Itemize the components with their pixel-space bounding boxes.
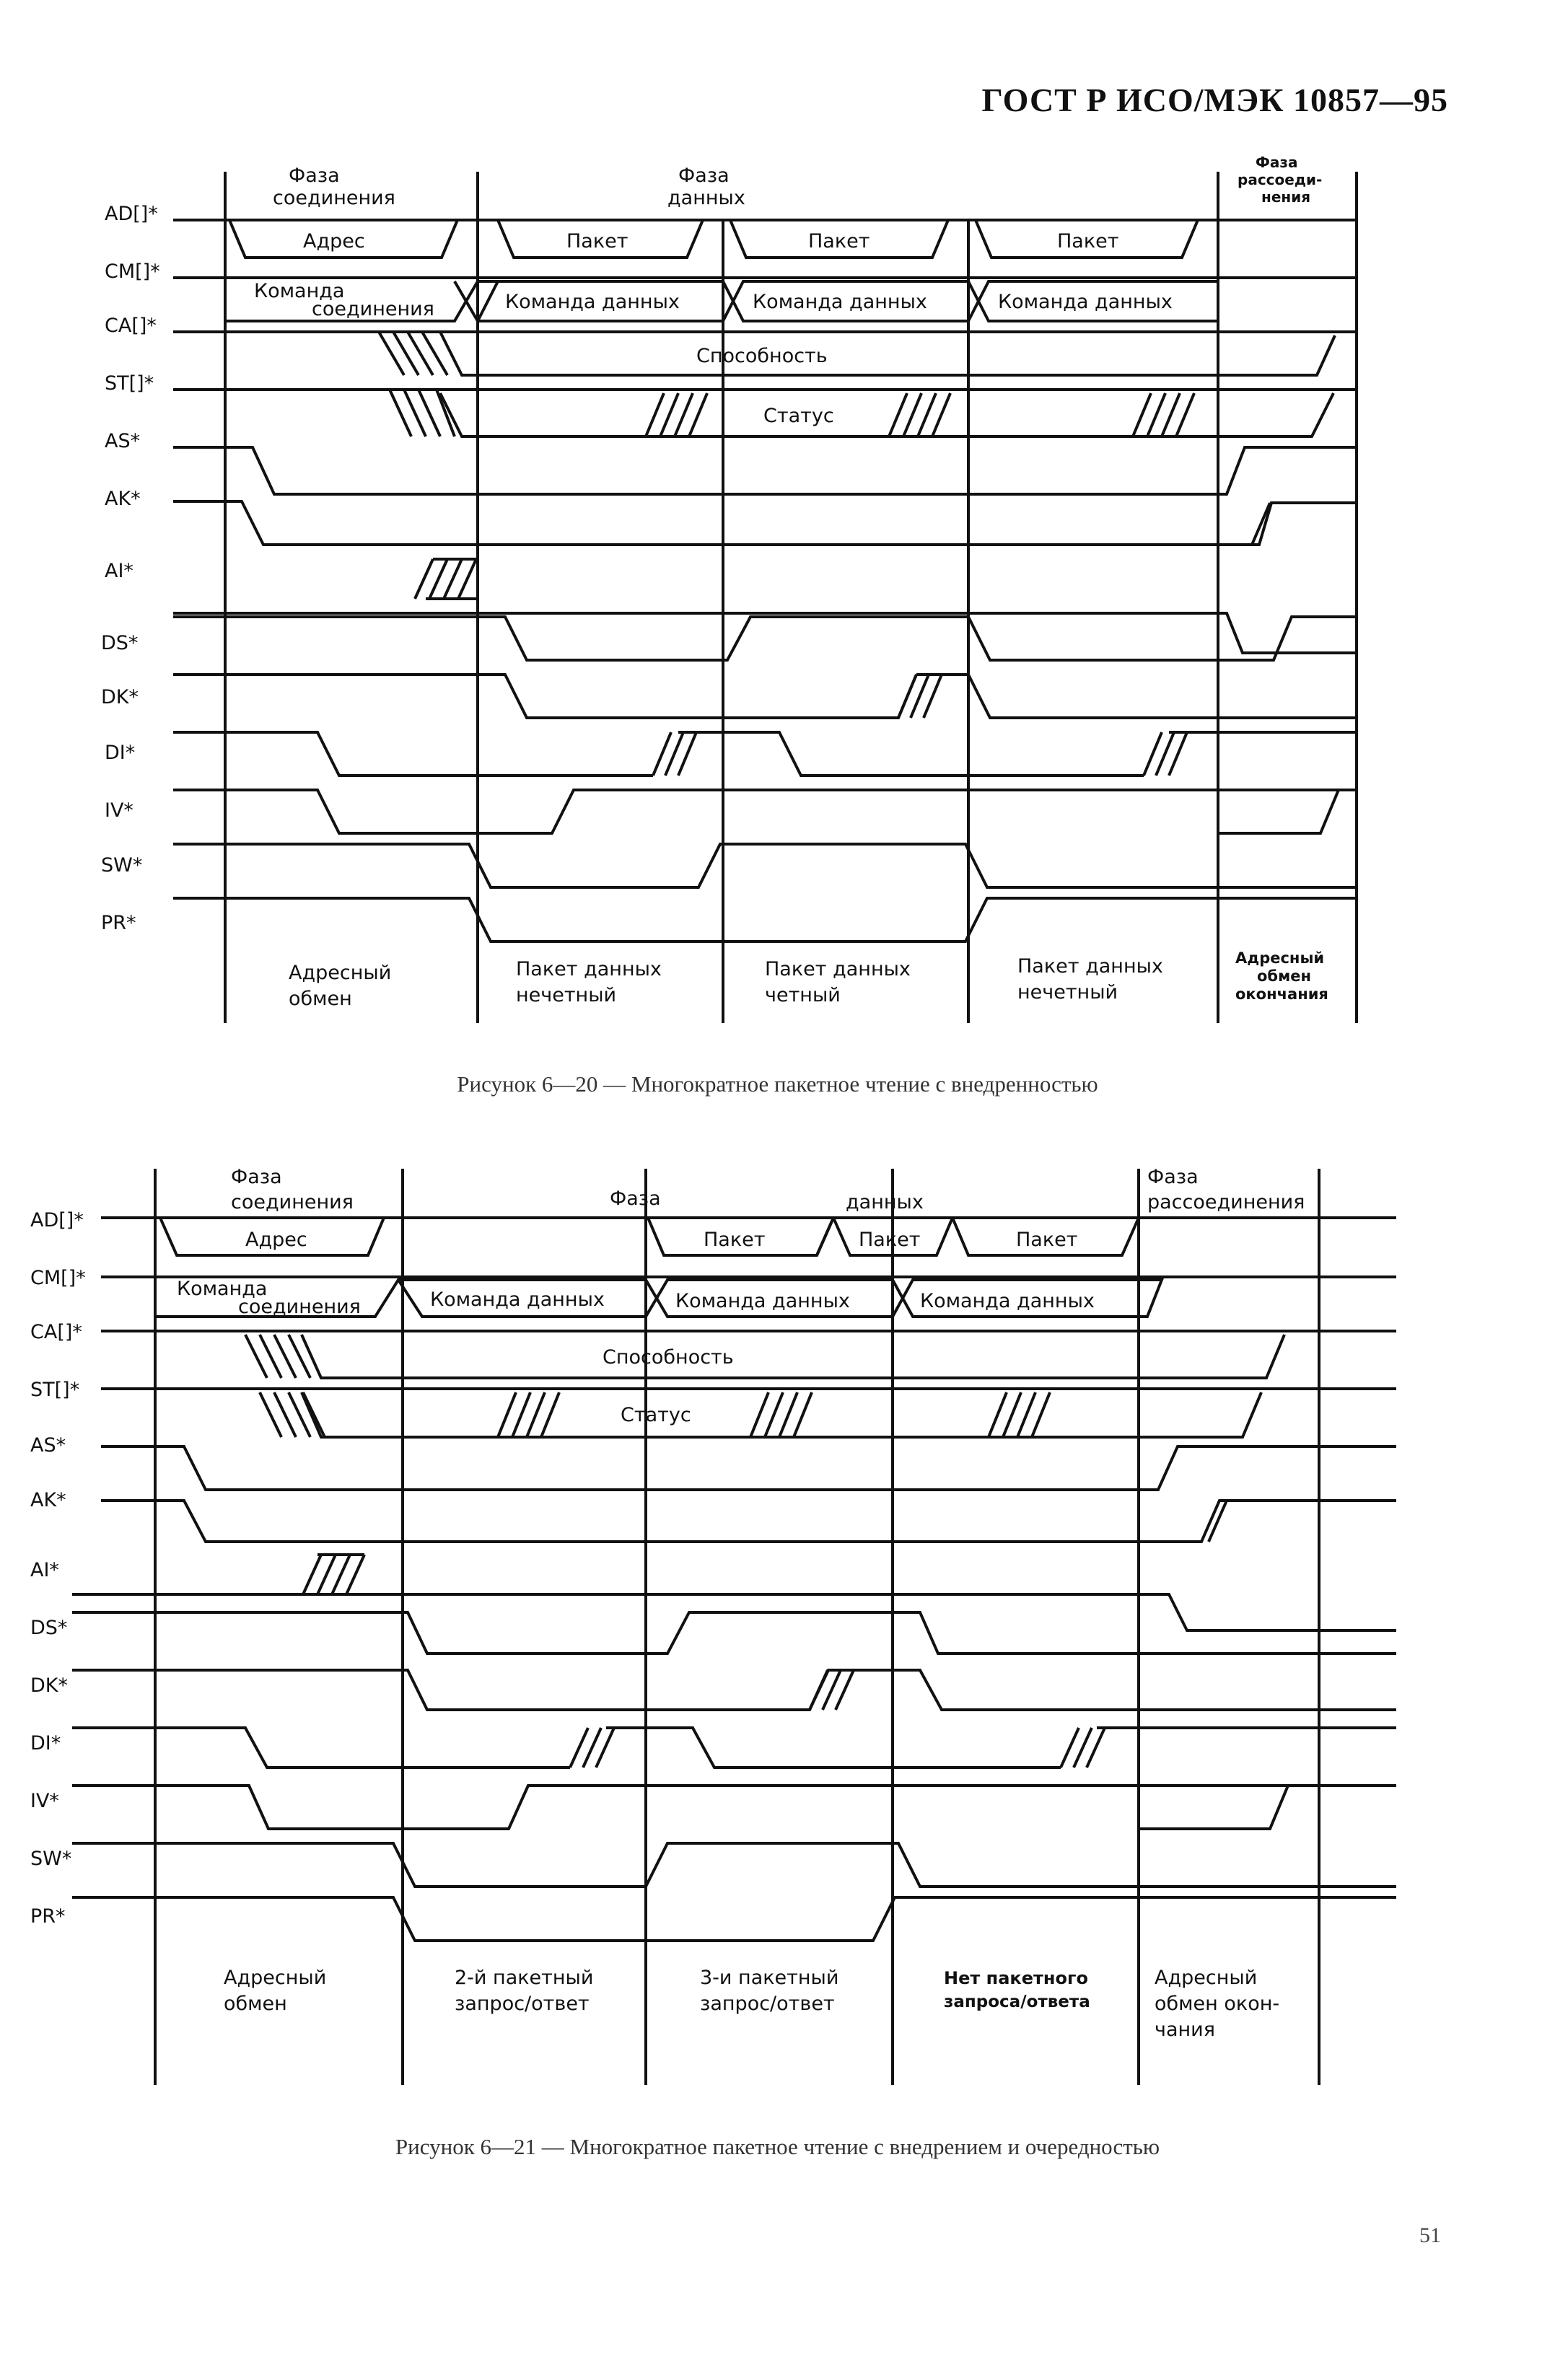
- footer-address-exchange-1: Адресный: [289, 962, 392, 984]
- phase-label-disconnect-2: рассоеди-: [1238, 171, 1323, 188]
- footer-address-exchange-2: обмен: [224, 1993, 287, 2015]
- ad-label-address: Адрес: [303, 230, 365, 253]
- signal-ak: AK*: [30, 1489, 66, 1511]
- signal-cm: CM[]*: [105, 260, 160, 283]
- signal-ad: AD[]*: [105, 203, 158, 225]
- signal-pr: PR*: [30, 1905, 66, 1928]
- signal-sw: SW*: [30, 1848, 72, 1870]
- footer-end-exchange-2: обмен: [1257, 967, 1312, 985]
- signal-st: ST[]*: [105, 372, 154, 395]
- signal-ca: CA[]*: [105, 315, 157, 337]
- footer-no-request-1: Нет пакетного: [944, 1968, 1088, 1988]
- ad-label-packet-3: Пакет: [1057, 230, 1119, 253]
- phase-label-data-1: Фаза: [678, 164, 730, 187]
- phase-label-disconnect-2: рассоединения: [1147, 1191, 1305, 1213]
- footer-end-exchange-3: чания: [1155, 2019, 1215, 2041]
- ad-label-packet-2: Пакет: [859, 1229, 921, 1251]
- footer-packet-even-1: Пакет данных: [765, 958, 911, 980]
- signal-pr: PR*: [101, 912, 136, 934]
- capability-label: Способность: [603, 1346, 734, 1369]
- phase-label-connect-1: Фаза: [289, 164, 340, 187]
- page-number: 51: [1419, 2223, 1441, 2247]
- signal-dk: DK*: [30, 1674, 68, 1697]
- capability-label: Способность: [696, 345, 828, 367]
- phase-label-data-1: Фаза: [610, 1187, 661, 1210]
- ad-label-packet-2: Пакет: [808, 230, 870, 253]
- signal-cm: CM[]*: [30, 1267, 86, 1289]
- footer-packet-odd2-2: нечетный: [1017, 981, 1118, 1004]
- timing-diagram-6-20: [0, 0, 1555, 1039]
- signal-di: DI*: [105, 742, 136, 764]
- cm-label-data-1: Команда данных: [430, 1288, 605, 1311]
- footer-address-exchange-2: обмен: [289, 988, 352, 1010]
- status-label: Статус: [621, 1404, 691, 1426]
- signal-st: ST[]*: [30, 1379, 80, 1401]
- status-label: Статус: [763, 405, 834, 427]
- cm-label-data-3: Команда данных: [920, 1290, 1095, 1312]
- ad-label-packet-1: Пакет: [704, 1229, 766, 1251]
- timing-diagram-6-21: [0, 1154, 1555, 2150]
- signal-ak: AK*: [105, 488, 141, 510]
- signal-ai: AI*: [105, 560, 133, 582]
- signal-ca: CA[]*: [30, 1321, 82, 1343]
- cm-label-data-2: Команда данных: [753, 291, 927, 313]
- footer-packet-odd-1: Пакет данных: [516, 958, 662, 980]
- phase-label-disconnect-1: Фаза: [1147, 1166, 1199, 1188]
- figure-caption-6-20: Рисунок 6—20 — Многократное пакетное чтение с внедренностью: [457, 1071, 1098, 1097]
- signal-ds: DS*: [101, 632, 139, 654]
- signal-dk: DK*: [101, 686, 139, 708]
- signal-di: DI*: [30, 1732, 61, 1755]
- signal-sw: SW*: [101, 854, 143, 877]
- footer-end-exchange-1: Адресный: [1235, 949, 1325, 967]
- figure-6-20: [0, 0, 1555, 1039]
- footer-end-exchange-1: Адресный: [1155, 1967, 1258, 1989]
- cm-label-data-3: Команда данных: [998, 291, 1173, 313]
- signal-ds: DS*: [30, 1617, 68, 1639]
- phase-label-data-2: данных: [846, 1191, 924, 1213]
- cm-label-command-1: Команда: [177, 1278, 268, 1300]
- signal-ai: AI*: [30, 1559, 59, 1581]
- footer-packet-odd2-1: Пакет данных: [1017, 955, 1163, 978]
- phase-label-data-2: данных: [667, 187, 745, 209]
- footer-no-request-2: запроса/ответа: [944, 1993, 1090, 2011]
- signal-iv: IV*: [105, 799, 133, 822]
- phase-label-disconnect-3: нения: [1261, 188, 1311, 206]
- footer-end-exchange-3: окончания: [1235, 985, 1328, 1003]
- signal-as: AS*: [30, 1434, 66, 1457]
- footer-packet-odd-2: нечетный: [516, 984, 617, 1006]
- ad-label-packet-1: Пакет: [566, 230, 628, 253]
- phase-label-connect-1: Фаза: [231, 1166, 282, 1188]
- signal-ad: AD[]*: [30, 1209, 84, 1231]
- footer-address-exchange-1: Адресный: [224, 1967, 327, 1989]
- ad-label-packet-3: Пакет: [1016, 1229, 1078, 1251]
- document-header: ГОСТ Р ИСО/МЭК 10857—95: [981, 82, 1448, 118]
- signal-as: AS*: [105, 430, 141, 452]
- footer-end-exchange-2: обмен окон-: [1155, 1993, 1280, 2015]
- cm-label-data-1: Команда данных: [505, 291, 680, 313]
- cm-label-command-1: Команда: [254, 280, 345, 302]
- signal-iv: IV*: [30, 1790, 59, 1812]
- ad-label-address: Адрес: [245, 1229, 307, 1251]
- cm-label-data-2: Команда данных: [675, 1290, 850, 1312]
- footer-packet-even-2: четный: [765, 984, 841, 1006]
- phase-label-connect-2: соединения: [231, 1191, 354, 1213]
- figure-6-21: [0, 1154, 1555, 2150]
- footer-request-2-1: 2-й пакетный: [455, 1967, 594, 1989]
- phase-label-connect-2: соединения: [273, 187, 395, 209]
- cm-label-command-2: соединения: [312, 298, 434, 320]
- footer-request-3-2: запрос/ответ: [700, 1993, 835, 2015]
- footer-request-3-1: 3-и пакетный: [700, 1967, 839, 1989]
- phase-label-disconnect-1: Фаза: [1256, 154, 1298, 171]
- footer-request-2-2: запрос/ответ: [455, 1993, 590, 2015]
- figure-caption-6-21: Рисунок 6—21 — Многократное пакетное чтение с внедрением и очередностью: [395, 2134, 1160, 2159]
- cm-label-command-2: соединения: [238, 1296, 361, 1318]
